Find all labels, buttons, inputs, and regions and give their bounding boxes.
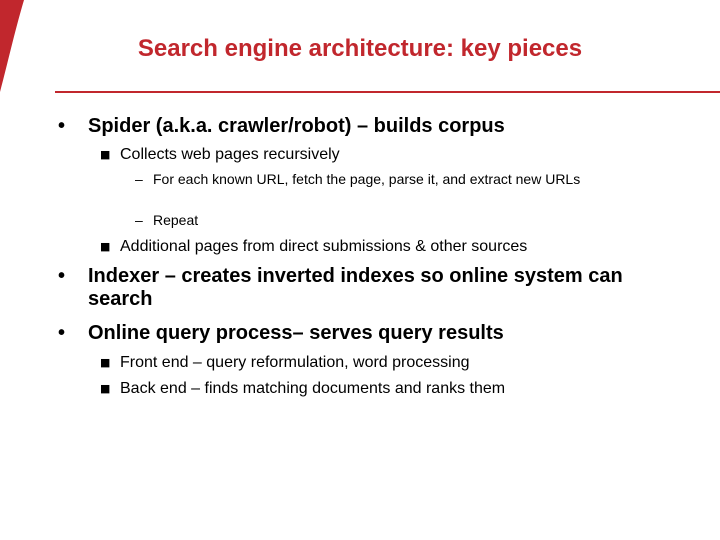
square-bullet-icon: ■ xyxy=(100,148,111,161)
sub-sub-bullet-text: For each known URL, fetch the page, parse it, and extract new URLs xyxy=(153,171,581,187)
sub-sub-bullet-text: Repeat xyxy=(153,212,199,228)
bullet-dot-icon: • xyxy=(58,115,66,137)
sub-bullet-additional-pages xyxy=(100,237,680,256)
sub-bullet-back-end xyxy=(100,379,680,398)
sub-bullet-text: Collects web pages recursively xyxy=(120,146,340,163)
bullet-online-query xyxy=(58,322,648,345)
sub-bullet-text: Front end – query reformulation, word processing xyxy=(120,354,470,371)
bullet-spider xyxy=(58,115,648,138)
slide-title: Search engine architecture: key pieces xyxy=(137,35,583,62)
square-bullet-icon: ■ xyxy=(100,356,111,369)
title-divider xyxy=(55,91,720,93)
square-bullet-icon: ■ xyxy=(100,240,111,253)
square-bullet-icon: ■ xyxy=(100,382,111,395)
sub-bullet-collects xyxy=(100,145,680,164)
bullet-text: Online query process– serves query results xyxy=(88,322,504,344)
sub-bullet-front-end xyxy=(100,353,680,372)
dash-bullet-icon: – xyxy=(135,171,143,187)
bullet-text: Indexer – creates inverted indexes so online system can search xyxy=(88,265,623,310)
sub-sub-bullet-fetch xyxy=(135,171,663,187)
sub-bullet-text: Back end – finds matching documents and ranks them xyxy=(120,380,506,397)
bullet-text: Spider (a.k.a. crawler/robot) – builds corpus xyxy=(88,115,505,137)
bullet-dot-icon: • xyxy=(58,265,66,287)
bullet-dot-icon: • xyxy=(58,322,66,344)
bullet-indexer xyxy=(58,265,648,311)
sub-bullet-text: Additional pages from direct submissions & other sources xyxy=(120,238,528,255)
dash-bullet-icon: – xyxy=(135,212,143,228)
sub-sub-bullet-repeat xyxy=(135,212,663,228)
